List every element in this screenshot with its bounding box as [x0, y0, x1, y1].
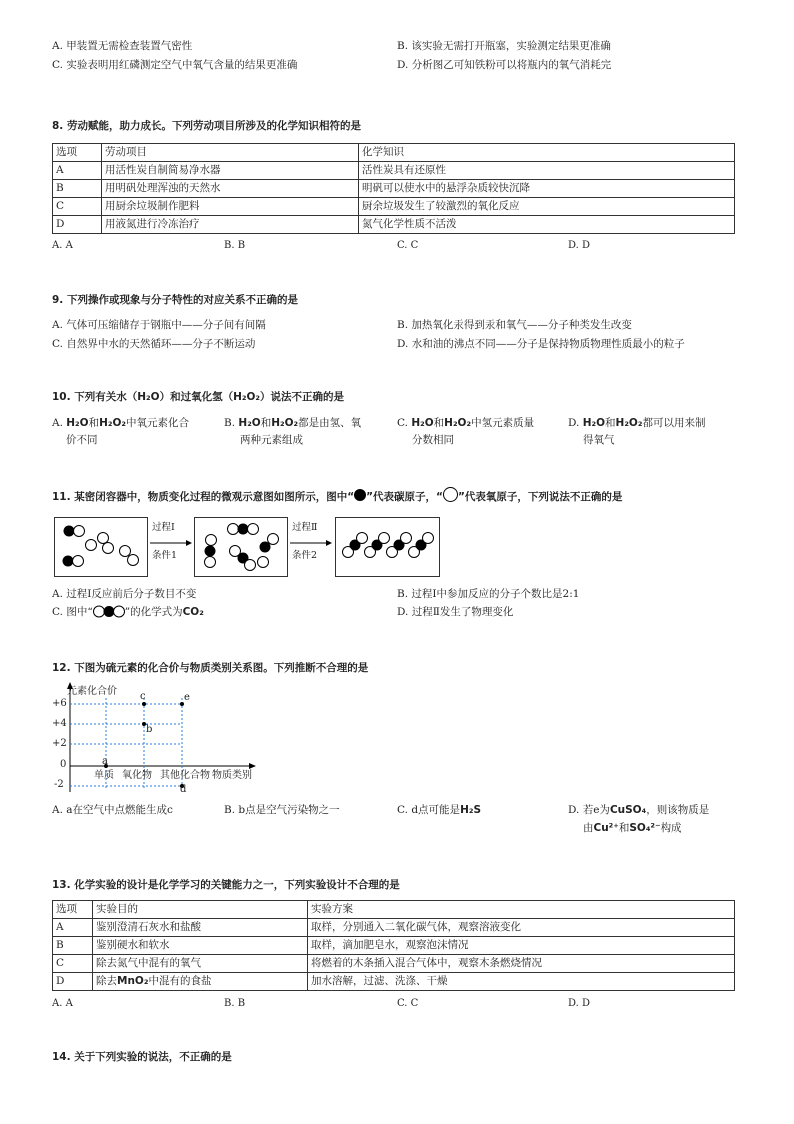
connector: 和 [605, 417, 616, 429]
point-label: a [102, 756, 108, 767]
table-cell: 取样，滴加肥皂水，观察泡沫情况 [308, 937, 735, 955]
table-header: 实验方案 [308, 901, 735, 919]
formula-h2o2: H₂O₂ [444, 417, 472, 429]
table-cell [93, 973, 308, 991]
molecules-before-svg [55, 518, 147, 576]
q7-option-b: B. 该实验无需打开瓶塞，实验测定结果更准确 [397, 40, 611, 52]
table-cell: 除去氮气中混有的氧气 [93, 955, 308, 973]
ion-so4: SO₄²⁻ [629, 822, 661, 834]
table-cell: 用活性炭自制简易净水器 [102, 162, 359, 180]
table-header: 实验目的 [93, 901, 308, 919]
table-cell: A [53, 162, 102, 180]
option-letter: A. [52, 417, 67, 429]
table-header: 选项 [53, 901, 93, 919]
condition-1-label: 条件1 [152, 550, 178, 561]
q11-title-part1: 11. 某密闭容器中，物质变化过程的微观示意图如图所示，图中“ [52, 491, 355, 503]
q11-title-part3: ”代表氧原子，下列说法不正确的是 [457, 491, 623, 503]
q7-option-c: C. 实验表明用红磷测定空气中氧气含量的结果更准确 [52, 59, 298, 71]
carbon-atom-icon [354, 489, 366, 501]
y-tick-label: 0 [60, 759, 67, 770]
q11-option-c [52, 604, 204, 621]
q9-option-b: B. 加热氧化汞得到汞和氧气——分子种类发生改变 [397, 319, 632, 331]
table-row [53, 955, 735, 973]
connector: 和 [433, 417, 445, 429]
table-cell: 加水溶解，过滤、洗涤、干燥 [308, 973, 735, 991]
y-tick-label: +6 [52, 698, 67, 709]
option-letter: C. [397, 417, 412, 429]
q13-table [52, 900, 735, 991]
point-label: c [140, 691, 146, 702]
q10-option-a [52, 415, 189, 432]
q11-title-part2: ”代表碳原子，“ [366, 491, 443, 503]
ion-cu: Cu²⁺ [593, 822, 619, 834]
table-row [53, 180, 735, 198]
option-text: C. d点可能是 [397, 804, 461, 816]
table-header: 选项 [53, 144, 102, 162]
arrow-1-icon [150, 539, 192, 547]
oxygen-atom-icon [443, 487, 458, 502]
x-tick-label: 单质 [94, 770, 114, 781]
q10-title: 10. 下列有关水（H₂O）和过氧化氢（H₂O₂）说法不正确的是 [52, 391, 344, 403]
option-text: 都是由氢、氧 [298, 417, 362, 429]
co2-molecule-icon [93, 605, 125, 618]
q13-choice-d: D. D [568, 998, 591, 1009]
point-label: b [146, 724, 153, 735]
q11-option-d: D. 过程Ⅱ发生了物理变化 [397, 606, 514, 618]
x-tick-label: 氧化物 [122, 770, 152, 781]
table-cell: 用液氮进行冷冻治疗 [102, 216, 359, 234]
process-2-label: 过程Ⅱ [292, 522, 318, 533]
cell-text: 除去 [96, 975, 117, 987]
q8-choice-c: C. C [397, 240, 419, 251]
point-label: e [184, 692, 190, 703]
q9-option-a: A. 气体可压缩储存于钢瓶中——分子间有间隔 [52, 319, 266, 331]
table-cell: 将燃着的木条插入混合气体中，观察木条燃烧情况 [308, 955, 735, 973]
formula-cuso4: CuSO₄ [609, 804, 647, 816]
arrow-2-icon [290, 539, 332, 547]
table-row [53, 973, 735, 991]
molecule-box-3 [335, 517, 440, 577]
q8-choice-a: A. A [52, 240, 73, 251]
option-letter: D. [568, 417, 583, 429]
q8-table [52, 143, 735, 234]
table-cell: 氮气化学性质不活泼 [359, 216, 735, 234]
q11-title [52, 487, 622, 504]
q10-option-d-line2: 得氧气 [583, 434, 615, 446]
y-tick-label: +4 [52, 718, 67, 729]
table-cell: C [53, 198, 102, 216]
q12-option-b: B. b点是空气污染物之一 [224, 804, 340, 816]
q9-option-c: C. 自然界中水的天然循环——分子不断运动 [52, 338, 256, 350]
option-text: 中氢元素质量 [471, 417, 535, 429]
q11-option-a: A. 过程Ⅰ反应前后分子数目不变 [52, 588, 197, 600]
q8-choice-b: B. B [224, 240, 246, 251]
y-tick-label: -2 [54, 779, 64, 790]
table-cell: 活性炭具有还原性 [359, 162, 735, 180]
y-tick-label: +2 [52, 738, 67, 749]
x-axis-label: 物质类别 [212, 770, 252, 781]
table-row [53, 162, 735, 180]
molecule-box-1 [54, 517, 148, 577]
table-cell: D [53, 973, 93, 991]
formula-h2o: H₂O [66, 417, 89, 429]
option-text: 都可以用来制 [642, 417, 706, 429]
q9-title: 9. 下列操作或现象与分子特性的对应关系不正确的是 [52, 294, 298, 306]
option-text: D. 若e为 [568, 804, 610, 816]
q7-option-a: A. 甲装置无需检查装置气密性 [52, 40, 193, 52]
table-cell: 明矾可以使水中的悬浮杂质较快沉降 [359, 180, 735, 198]
q13-choice-a: A. A [52, 998, 73, 1009]
q12-option-d-line2 [583, 820, 682, 837]
formula-h2o2: H₂O₂ [271, 417, 299, 429]
table-cell: B [53, 937, 93, 955]
q10-option-a-line2: 价不同 [66, 434, 98, 446]
q10-option-b [224, 415, 361, 432]
q10-option-d [568, 415, 705, 432]
table-header-row [53, 901, 735, 919]
q11-option-b: B. 过程Ⅰ中参加反应的分子个数比是2:1 [397, 588, 580, 600]
q10-option-c [397, 415, 534, 432]
cell-text: 中混有的食盐 [148, 975, 212, 987]
q12-option-c [397, 802, 481, 819]
molecules-after-process2-svg [336, 518, 439, 576]
q8-title: 8. 劳动赋能，助力成长。下列劳动项目所涉及的化学知识相符的是 [52, 120, 361, 132]
table-cell: A [53, 919, 93, 937]
q12-option-a: A. a在空气中点燃能生成c [52, 804, 173, 816]
table-cell: 用明矾处理浑浊的天然水 [102, 180, 359, 198]
formula-h2o2: H₂O₂ [99, 417, 126, 429]
q13-choice-c: C. C [397, 998, 419, 1009]
q10-option-c-line2: 分数相同 [412, 434, 454, 446]
table-row [53, 198, 735, 216]
y-axis-label: 元素化合价 [67, 686, 117, 697]
point-label: d [180, 784, 187, 795]
formula-h2o: H₂O [238, 417, 261, 429]
formula-h2o: H₂O [411, 417, 434, 429]
molecule-box-2 [194, 517, 288, 577]
valence-chart [52, 680, 272, 800]
table-cell: 鉴别硬水和软水 [93, 937, 308, 955]
q14-title: 14. 关于下列实验的说法，不正确的是 [52, 1051, 232, 1063]
formula-mno2: MnO₂ [117, 975, 149, 987]
table-cell: 鉴别澄清石灰水和盐酸 [93, 919, 308, 937]
q8-choice-d: D. D [568, 240, 591, 251]
table-row [53, 937, 735, 955]
option-text: 构成 [660, 822, 682, 834]
connector: 和 [618, 822, 630, 834]
table-row [53, 216, 735, 234]
formula-h2s: H₂S [460, 804, 482, 816]
q12-title: 12. 下图为硫元素的化合价与物质类别关系图。下列推断不合理的是 [52, 662, 369, 674]
option-text: ”的化学式为 [124, 606, 183, 618]
table-cell: B [53, 180, 102, 198]
table-header: 化学知识 [359, 144, 735, 162]
table-cell: 用厨余垃圾制作肥料 [102, 198, 359, 216]
connector: 和 [88, 417, 100, 429]
table-row [53, 919, 735, 937]
x-tick-label: 其他化合物 [160, 770, 210, 781]
process-1-label: 过程Ⅰ [152, 522, 175, 533]
table-cell: 厨余垃圾发生了较激烈的氧化反应 [359, 198, 735, 216]
option-text: 中氧元素化合 [126, 417, 189, 429]
formula-h2o: H₂O [582, 417, 606, 429]
table-cell: 取样，分别通入二氧化碳气体，观察溶液变化 [308, 919, 735, 937]
q13-choice-b: B. B [224, 998, 246, 1009]
table-cell: D [53, 216, 102, 234]
connector: 和 [260, 417, 272, 429]
table-header: 劳动项目 [102, 144, 359, 162]
formula-co2: CO₂ [182, 606, 204, 618]
option-letter: B. [224, 417, 239, 429]
molecules-after-process1-svg [195, 518, 287, 576]
q7-option-d: D. 分析图乙可知铁粉可以将瓶内的氧气消耗完 [397, 59, 612, 71]
q12-option-d [568, 802, 709, 819]
condition-2-label: 条件2 [292, 550, 318, 561]
q10-option-b-line2: 两种元素组成 [240, 434, 303, 446]
q9-option-d: D. 水和油的沸点不同——分子是保持物质物理性质最小的粒子 [397, 338, 685, 350]
formula-h2o2: H₂O₂ [615, 417, 643, 429]
q13-title: 13. 化学实验的设计是化学学习的关键能力之一，下列实验设计不合理的是 [52, 879, 400, 891]
option-text: 由 [583, 822, 594, 834]
option-text: C. 图中“ [52, 606, 93, 618]
option-text: ，则该物质是 [646, 804, 710, 816]
table-cell: C [53, 955, 93, 973]
table-header-row [53, 144, 735, 162]
